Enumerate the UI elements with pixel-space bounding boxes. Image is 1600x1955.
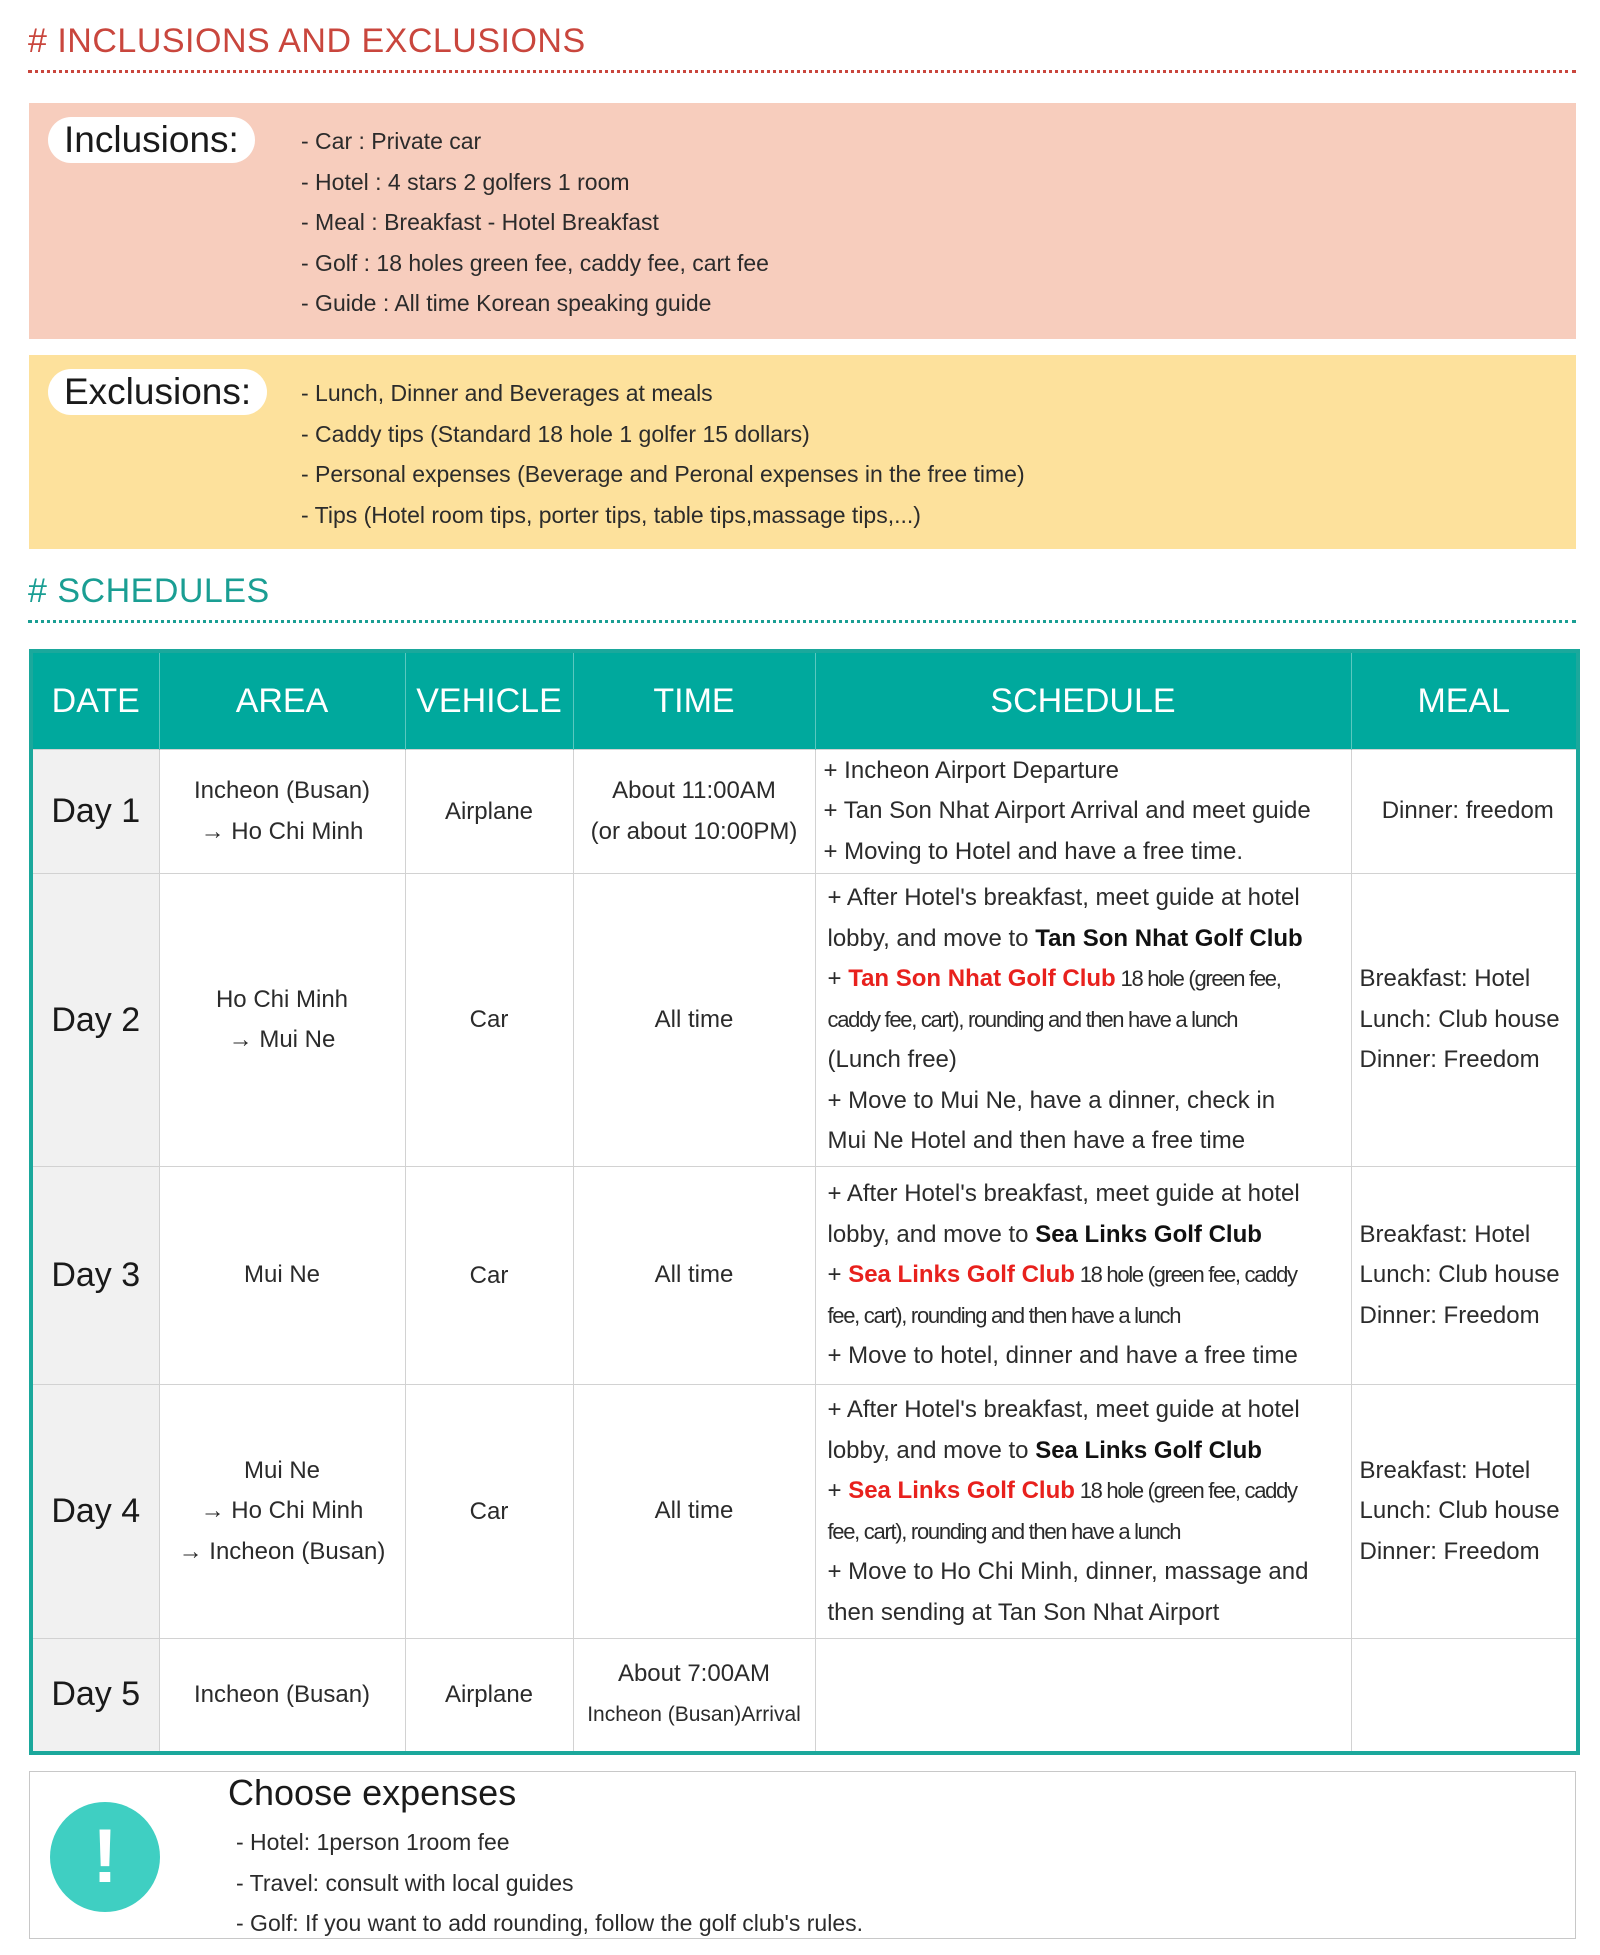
choose-expenses-title: Choose expenses (228, 1772, 517, 1813)
vehicle-cell: Car (405, 1167, 573, 1385)
exclusions-label: Exclusions: (48, 369, 267, 415)
meal-line: Breakfast: Hotel (1359, 965, 1531, 993)
golf-club-highlight: Tan Son Nhat Golf Club (848, 965, 1116, 993)
golf-club-name: Sea Links Golf Club (1035, 1220, 1262, 1248)
column-header-vehicle: VEHICLE (405, 651, 573, 750)
meal-line: Dinner: Freedom (1359, 1046, 1540, 1074)
schedule-line: Mui Ne Hotel and then have a free time (827, 1127, 1246, 1155)
vehicle-cell: Airplane (405, 750, 573, 874)
meal-line: Breakfast: Hotel (1359, 1220, 1531, 1248)
area-line: → Mui Ne (228, 1026, 336, 1053)
list-item: - Golf : 18 holes green fee, caddy fee, cart fee (301, 249, 769, 276)
exclamation-icon: ! (50, 1802, 160, 1912)
schedule-text: lobby, and move to (827, 924, 1036, 952)
schedule-line: caddy fee, cart), rounding and then have a lunch (827, 1006, 1238, 1032)
choose-expenses-box (29, 1771, 1576, 1939)
meal-line: Dinner: freedom (1381, 797, 1554, 825)
time-cell (573, 750, 815, 874)
list-item: - Lunch, Dinner and Beverages at meals (301, 380, 713, 406)
inclusions-label: Inclusions: (48, 117, 255, 163)
meal-cell (1351, 750, 1578, 874)
area-line: Mui Ne (243, 1456, 321, 1484)
inclusions-list (301, 121, 769, 324)
schedule-text: + (827, 1477, 849, 1504)
list-item: - Travel: consult with local guides (236, 1869, 574, 1896)
time-line: About 7:00AM (617, 1660, 771, 1688)
schedule-text: 18 hole (green fee, (1115, 966, 1281, 992)
area-line: Incheon (Busan) (193, 1680, 371, 1708)
schedule-cell (815, 874, 1351, 1167)
schedule-line: + After Hotel's breakfast, meet guide at hotel (827, 884, 1300, 912)
schedule-line: + After Hotel's breakfast, meet guide at hotel (827, 1180, 1300, 1208)
list-item: - Car : Private car (301, 128, 482, 154)
schedule-text: fee, cart), rounding and then have a lunch (827, 1518, 1181, 1544)
time-line: About 11:00AM (612, 777, 776, 804)
list-item: - Guide : All time Korean speaking guide (301, 290, 712, 316)
day-cell: Day 3 (31, 1167, 159, 1385)
schedule-text: fee, cart), rounding and then have a lunch (827, 1302, 1181, 1328)
time-line: All time (654, 1497, 734, 1525)
schedule-text: + (827, 1261, 849, 1289)
day-cell: Day 4 (31, 1385, 159, 1639)
table-row (31, 750, 1578, 874)
area-cell (159, 1167, 405, 1385)
time-cell (573, 1639, 815, 1753)
schedule-text: 18 hole (green fee, caddy (1074, 1262, 1297, 1288)
vehicle-cell: Airplane (405, 1639, 573, 1753)
list-item: - Tips (Hotel room tips, porter tips, table tips,massage tips,...) (301, 501, 921, 528)
schedule-text: lobby, and move to (827, 1220, 1036, 1248)
schedules-divider (28, 620, 1576, 623)
day-cell: Day 2 (31, 874, 159, 1167)
time-cell (573, 1167, 815, 1385)
golf-club-name: Sea Links Golf Club (1035, 1436, 1262, 1464)
schedule-line (828, 1431, 1351, 1472)
area-cell (159, 1639, 405, 1753)
meal-cell (1351, 874, 1578, 1167)
schedule-line: then sending at Tan Son Nhat Airport (827, 1598, 1220, 1626)
table-header-row (31, 651, 1578, 750)
schedule-table (29, 649, 1580, 1755)
schedule-line: + Moving to Hotel and have a free time. (823, 837, 1244, 865)
day-cell: Day 5 (31, 1639, 159, 1753)
schedule-text: + (827, 965, 849, 993)
golf-club-highlight: Sea Links Golf Club (848, 1477, 1075, 1504)
schedule-line (828, 1215, 1351, 1256)
vehicle-cell: Car (405, 874, 573, 1167)
meal-line: Lunch: Club house (1359, 1005, 1560, 1033)
schedule-line (828, 1471, 1351, 1512)
inclusions-divider (28, 70, 1576, 73)
table-row (31, 1639, 1578, 1753)
meal-cell (1351, 1639, 1578, 1753)
area-line: Ho Chi Minh (215, 985, 349, 1013)
area-line: Incheon (Busan) (193, 777, 371, 804)
list-item: - Personal expenses (Beverage and Peronal expenses in the free time) (301, 461, 1025, 487)
time-line: All time (654, 1261, 734, 1289)
schedule-cell (815, 1167, 1351, 1385)
table-row (31, 874, 1578, 1167)
exclusions-box (29, 355, 1576, 549)
area-cell (159, 750, 405, 874)
schedule-line: + Incheon Airport Departure (823, 756, 1120, 784)
schedule-cell (815, 750, 1351, 874)
column-header-area: AREA (159, 651, 405, 750)
column-header-meal: MEAL (1351, 651, 1578, 750)
list-item: - Hotel: 1person 1room fee (236, 1829, 510, 1855)
meal-line: Breakfast: Hotel (1359, 1456, 1531, 1484)
schedule-line: + After Hotel's breakfast, meet guide at hotel (827, 1396, 1300, 1423)
list-item: - Caddy tips (Standard 18 hole 1 golfer 15 dollars) (301, 420, 810, 447)
column-header-date: DATE (31, 651, 159, 750)
meal-cell (1351, 1167, 1578, 1385)
exclusions-list (301, 373, 1025, 535)
list-item: - Hotel : 4 stars 2 golfers 1 room (301, 168, 630, 195)
schedule-line: + Tan Son Nhat Airport Arrival and meet guide (823, 797, 1311, 825)
schedule-line (828, 1296, 1351, 1337)
golf-club-name: Tan Son Nhat Golf Club (1035, 924, 1303, 952)
column-header-time: TIME (573, 651, 815, 750)
meal-cell (1351, 1385, 1578, 1639)
schedule-line (828, 1512, 1351, 1553)
schedule-line: + Move to Ho Chi Minh, dinner, massage and (827, 1558, 1309, 1585)
table-row (31, 1167, 1578, 1385)
time-line: (or about 10:00PM) (590, 817, 798, 845)
schedules-heading: # SCHEDULES (28, 572, 270, 610)
area-cell (159, 1385, 405, 1639)
vehicle-cell: Car (405, 1385, 573, 1639)
meal-line: Dinner: Freedom (1359, 1537, 1540, 1565)
table-row (31, 1385, 1578, 1639)
day-cell: Day 1 (31, 750, 159, 874)
schedule-cell (815, 1385, 1351, 1639)
schedule-line (828, 1255, 1351, 1296)
area-line: → Incheon (Busan) (178, 1537, 386, 1565)
schedule-line: (Lunch free) (827, 1046, 957, 1074)
list-item: - Meal : Breakfast - Hotel Breakfast (301, 209, 659, 235)
schedule-text: 18 hole (green fee, caddy (1074, 1478, 1297, 1503)
schedule-line: + Move to hotel, dinner and have a free time (827, 1342, 1298, 1370)
golf-club-highlight: Sea Links Golf Club (848, 1261, 1075, 1289)
schedule-cell (815, 1639, 1351, 1753)
area-cell (159, 874, 405, 1167)
schedule-text: lobby, and move to (827, 1436, 1036, 1464)
area-line: Mui Ne (243, 1261, 321, 1289)
area-line: → Ho Chi Minh (200, 817, 364, 845)
area-line: → Ho Chi Minh (200, 1497, 364, 1525)
meal-line: Lunch: Club house (1359, 1261, 1560, 1289)
meal-line: Dinner: Freedom (1359, 1301, 1540, 1329)
inclusions-box (29, 103, 1576, 339)
meal-line: Lunch: Club house (1359, 1497, 1560, 1525)
time-line: All time (654, 1005, 734, 1033)
schedule-line (828, 919, 1351, 960)
choose-expenses-list (236, 1822, 863, 1944)
schedule-line: + Move to Mui Ne, have a dinner, check in (827, 1086, 1276, 1114)
time-line: Incheon (Busan)Arrival (587, 1702, 801, 1726)
time-cell (573, 874, 815, 1167)
schedule-line (828, 959, 1351, 1000)
inclusions-exclusions-heading: # INCLUSIONS AND EXCLUSIONS (28, 22, 586, 60)
list-item: - Golf: If you want to add rounding, follow the golf club's rules. (236, 1910, 864, 1936)
time-cell (573, 1385, 815, 1639)
column-header-schedule: SCHEDULE (815, 651, 1351, 750)
